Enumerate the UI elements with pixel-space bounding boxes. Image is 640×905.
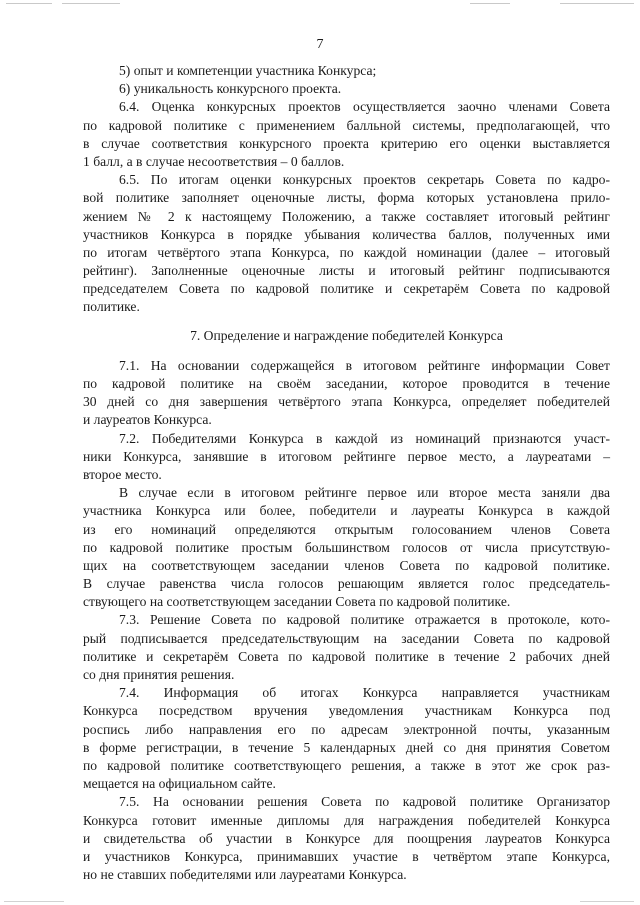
text-line: политике.: [83, 299, 140, 315]
text-line: 1 балл, а в случае несоответствия – 0 баллов.: [83, 153, 345, 169]
text-line: 6.5. По итогам оценки конкурсных проектов секретарь Совета по кадро-: [119, 172, 610, 188]
list-item-6: 6) уникальность конкурсного проекта.: [119, 81, 342, 97]
text-line: в форме регистрации, в течение 5 календарных дней со дня принятия Советом: [83, 739, 610, 755]
text-line: по кадровой политике соответствующего решения, а также в этот же срок раз-: [83, 757, 610, 773]
text-line: политике и секретарём Совета по кадровой политике в течение 2 рабочих дней: [83, 648, 610, 664]
text-line: 7.4. Информация об итогах Конкурса направляется участникам: [119, 685, 610, 701]
text-line: и лауреатов Конкурса.: [83, 412, 212, 428]
text-line: 30 дней со дня завершения четвёртого этапа Конкурса, определяет победителей: [83, 394, 610, 410]
text-line: ники Конкурса, занявшие в итоговом рейтинге первое место, а лауреатами –: [83, 448, 610, 464]
text-line: в случае соответствия конкурсного проекта критерию его оценки выставляется: [83, 135, 610, 151]
paragraph-7-3: [83, 611, 610, 684]
paragraph-7-1: [83, 357, 610, 430]
text-line: 7.1. На основании содержащейся в итоговом рейтинге информации Совет: [119, 357, 610, 373]
text-line: участника Конкурса или более, победители и лауреаты Конкурса в каждой: [83, 503, 610, 519]
text-line: щих на соответствующем заседании членов Совета по кадровой политике.: [83, 557, 610, 573]
text-line: председателем Совета по кадровой политике и секретарём Совета по кадровой: [83, 281, 610, 297]
text-line: и участников Конкурса, принимавших участие в четвёртом этапе Конкурса,: [83, 848, 610, 864]
text-line: роспись либо направления его по адресам электронной почты, указанным: [83, 721, 610, 737]
paragraph-7-4: [83, 684, 610, 793]
page-number: 7: [316, 37, 324, 52]
text-line: и свидетельства об участии в Конкурсе для поощрения лауреатов Конкурса: [83, 830, 610, 846]
document-body: [83, 62, 610, 884]
text-line: 7.3. Решение Совета по кадровой политике отражается в протоколе, кото-: [119, 612, 610, 628]
scan-edge-top: [0, 0, 640, 10]
text-line: рый подписывается председательствующим на заседании Совета по кадровой: [83, 630, 610, 646]
text-line: по кадровой политике простым большинством голосов от числа присутствую-: [83, 539, 610, 555]
paragraph-7-5: [83, 793, 610, 884]
text-line: по итогам четвёртого этапа Конкурса, по каждой номинации (далее – итоговый: [83, 244, 610, 260]
text-line: из его номинаций определяются открытым голосованием членов Совета: [83, 521, 610, 537]
text-line: участников Конкурса в порядке убывания количества баллов, полученных ими: [83, 226, 610, 242]
text-line: В случае если в итоговом рейтинге первое или второе места заняли два: [119, 485, 610, 501]
text-line: по кадровой политике с применением балльной системы, предполагающей, что: [83, 117, 610, 133]
section-heading-7: 7. Определение и награждение победителей Конкурса: [190, 327, 503, 343]
text-line: 7.5. На основании решения Совета по кадровой политике Организатор: [119, 794, 610, 810]
text-line: мещается на официальном сайте.: [83, 776, 276, 792]
text-line: В случае равенства числа голосов решающим является голос председатель-: [83, 576, 610, 592]
text-line: по кадровой политике на своём заседании, которое проводится в течение: [83, 376, 610, 391]
text-line: со дня принятия решения.: [83, 667, 235, 682]
text-line: рейтинг). Заполненные оценочные листы и итоговый рейтинг подписываются: [83, 263, 610, 279]
paragraph-tie-rule: [83, 484, 610, 611]
text-line: но не ставших победителями или лауреатами Конкурса.: [83, 867, 407, 883]
text-line: вой политике заполняет оценочные листы, форма которых установлена прило-: [83, 190, 610, 206]
paragraph-6-5: [83, 171, 610, 317]
text-line: ствующего на соответствующем заседании Совета по кадровой политике.: [83, 594, 511, 610]
list-item-5: 5) опыт и компетенции участника Конкурса;: [119, 63, 377, 78]
text-line: 6.4. Оценка конкурсных проектов осуществляется заочно членами Совета: [119, 99, 610, 115]
scan-edge-bottom: [0, 895, 640, 905]
text-line: 7.2. Победителями Конкурса в каждой из номинаций признаются участ-: [119, 430, 610, 446]
text-line: второе место.: [83, 466, 162, 482]
text-line: жением № 2 к настоящему Положению, а также составляет итоговый рейтинг: [83, 208, 610, 224]
text-line: Конкурса готовит именные дипломы для награждения победителей Конкурса: [83, 812, 610, 828]
text-line: Конкурса посредством вручения уведомления участникам Конкурса под: [83, 703, 610, 719]
paragraph-7-2: [83, 430, 610, 485]
paragraph-6-4: [83, 98, 610, 171]
